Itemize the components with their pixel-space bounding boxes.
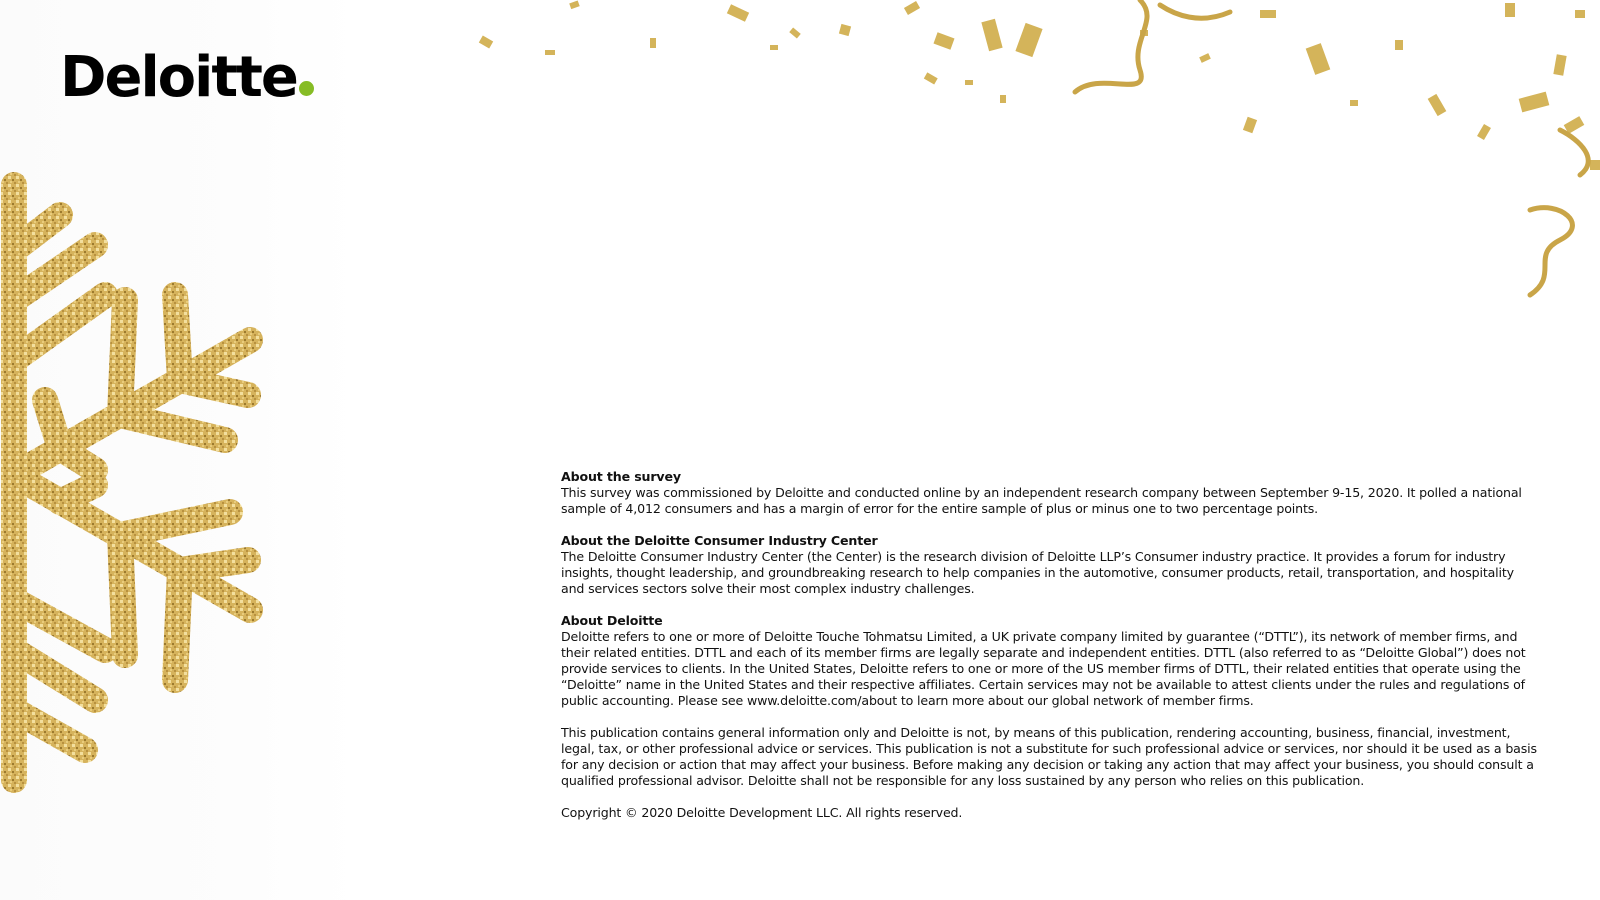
logo-green-dot: [299, 81, 314, 96]
center-body: The Deloitte Consumer Industry Center (the Center) is the research division of Deloitte LLP’s Consumer industry practice. It provides a forum for industry insights, thought leadership, and groundbreaking research to help companies in the automotive, consumer products, retail, transportation, and hospitality and services sectors solve their most complex industry challenges.: [561, 549, 1514, 596]
logo-wordmark: Deloitte: [60, 45, 297, 110]
survey-heading: About the survey: [561, 469, 681, 484]
survey-body: This survey was commissioned by Deloitte and conducted online by an independent research company between September 9-15, 2020. It polled a national sample of 4,012 consumers and has a margin of error for the entire sample of plus or minus one to two percentage points.: [561, 485, 1522, 516]
disclaimer-body: This publication contains general information only and Deloitte is not, by means of this publication, rendering accounting, business, financial, investment, legal, tax, or other professional advice or services. This publication is not a substitute for such professional advice or services, nor should it be used as a basis for any decision or action that may affect your business. Before making any decision or taking any action that may affect your business, you should consult a qualified professional advisor. Deloitte shall not be responsible for any loss sustained by any person who relies on this publication.: [561, 725, 1537, 788]
deloitte-logo: [60, 45, 314, 110]
deloitte-body: Deloitte refers to one or more of Deloitte Touche Tohmatsu Limited, a UK private company limited by guarantee (“DTTL”), its network of member firms, and their related entities. DTTL and each of its member firms are legally separate and independent entities. DTTL (also referred to as “Deloitte Global”) does not provide services to clients. In the United States, Deloitte refers to one or more of the US member firms of DTTL, their related entities that operate using the “Deloitte” name in the United States and their respective affiliates. Certain services may not be available to attest clients under the rules and regulations of public accounting. Please see www.deloitte.com/about to learn more about our global network of member firms.: [561, 629, 1526, 708]
about-content: [561, 469, 1541, 821]
streamer-icon: [1075, 0, 1588, 295]
center-heading: About the Deloitte Consumer Industry Center: [561, 533, 878, 548]
confetti-icon: [479, 0, 1600, 170]
snowflake-icon: [14, 185, 250, 780]
copyright-text: Copyright © 2020 Deloitte Development LLC. All rights reserved.: [561, 805, 963, 820]
deloitte-heading: About Deloitte: [561, 613, 663, 628]
